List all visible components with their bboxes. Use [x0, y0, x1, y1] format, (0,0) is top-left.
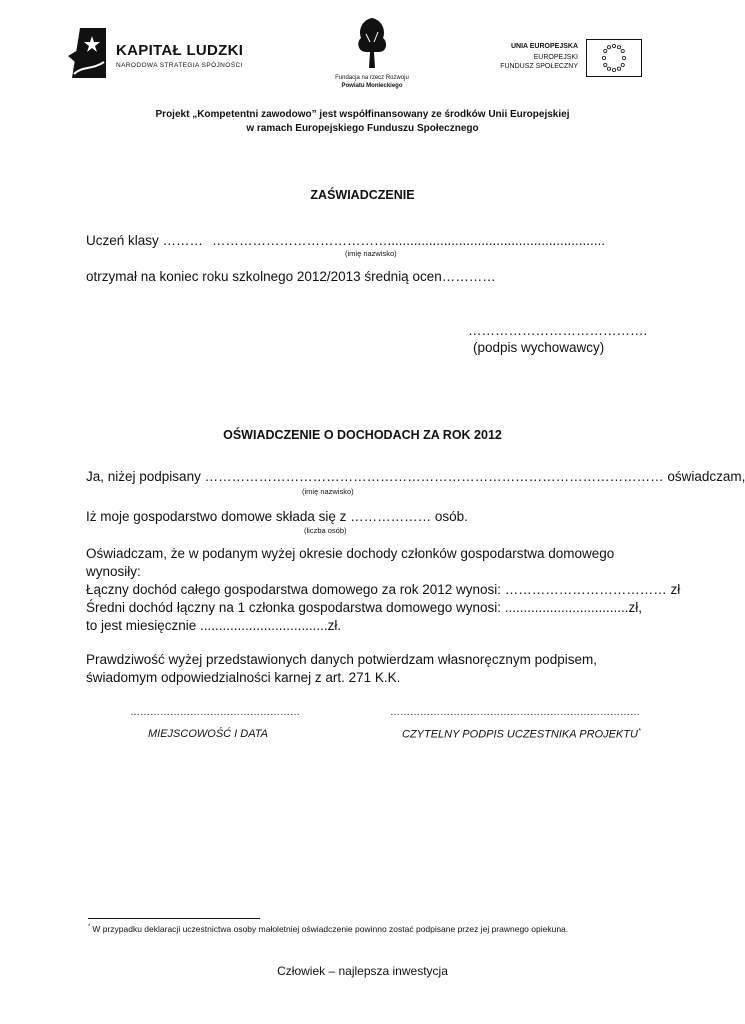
- footnote-divider: [88, 918, 260, 919]
- student-name-hint: (imię nazwisko): [345, 249, 397, 258]
- monthly-income-line: to jest miesięcznie ..................................zł.: [86, 618, 342, 633]
- participant-signature-field: …………………………………………………………………: [390, 707, 640, 718]
- average-grade-line: otrzymał na koniec roku szkolnego 2012/2013 średnią ocen…………: [86, 269, 496, 284]
- footer-motto: Człowiek – najlepsza inwestycja: [277, 964, 448, 978]
- fundacja-logo: [322, 14, 422, 94]
- kapital-ludzki-subtitle: NARODOWA STRATEGIA SPÓJNOŚCI: [116, 62, 243, 69]
- footnote-text: W przypadku deklaracji uczestnictwa osoby małoletniej oświadczenie powinno zostać podpisane przez jej prawnego opiekuna.: [92, 924, 569, 934]
- project-header-line2: w ramach Europejskiego Funduszu Społecznego: [246, 123, 479, 134]
- fundacja-line1: Fundacja na rzecz Rozwoju: [335, 75, 409, 81]
- footnote-mark: *: [88, 924, 91, 931]
- kapital-ludzki-title: KAPITAŁ LUDZKI: [116, 42, 244, 59]
- kapital-ludzki-logo: [66, 22, 256, 82]
- eu-logo: [490, 38, 650, 80]
- project-header-line1: Projekt „Kompetentni zawodowo” jest współfinansowany ze środków Unii Europejskiej: [155, 109, 570, 120]
- eu-line2: EUROPEJSKI: [533, 54, 578, 61]
- declarant-name-hint: (imię nazwisko): [302, 487, 354, 496]
- footnote: [88, 924, 568, 934]
- place-date-label: MIEJSCOWOŚĆ I DATA: [148, 728, 268, 740]
- average-income-line: Średni dochód łączny na 1 członka gospodarstwa domowego wynosi: .................................zł,: [86, 600, 643, 615]
- income-paragraph-line2: wynosiły:: [86, 564, 141, 579]
- eu-line3: FUNDUSZ SPOŁECZNY: [500, 63, 578, 70]
- certificate-title: ZAŚWIADCZENIE: [310, 188, 415, 202]
- fundacja-line2: Powiatu Monieckiego: [341, 83, 403, 89]
- truth-statement-line2: świadomym odpowiedzialności karnej z art. 271 K.K.: [86, 670, 401, 685]
- eu-line1: UNIA EUROPEJSKA: [510, 43, 578, 50]
- declarant-name-line: Ja, niżej podpisany ………………………………………………………………………………………… oświadczam,: [86, 469, 745, 484]
- teacher-signature-field: ………………………………….: [468, 323, 648, 338]
- household-size-hint: (liczba osób): [304, 526, 347, 535]
- truth-statement-line1: Prawdziwość wyżej przedstawionych danych potwierdzam własnoręcznym podpisem,: [86, 652, 597, 667]
- student-name-field: …………………………………..........................................................: [212, 233, 606, 248]
- income-paragraph-line1: Oświadczam, że w podanym wyżej okresie dochody członków gospodarstwa domowego: [86, 546, 615, 561]
- place-date-field: ……………………………………………: [130, 707, 300, 718]
- participant-signature-mark: *: [637, 728, 641, 735]
- participant-signature-text: CZYTELNY PODPIS UCZESTNIKA PROJEKTU: [402, 728, 638, 741]
- tree-icon: [352, 14, 392, 70]
- class-field-label: Uczeń klasy ………: [86, 233, 204, 248]
- eu-flag-icon: [586, 39, 642, 77]
- household-size-line: Iż moje gospodarstwo domowe składa się z ……………… osób.: [86, 509, 468, 524]
- participant-signature-label: [402, 728, 641, 741]
- declaration-title: OŚWIADCZENIE O DOCHODACH ZA ROK 2012: [223, 428, 502, 442]
- teacher-signature-label: (podpis wychowawcy): [473, 340, 605, 355]
- total-income-line: Łączny dochód całego gospodarstwa domowego za rok 2012 wynosi: ……………………………… zł: [86, 582, 681, 597]
- kapital-ludzki-emblem-icon: [66, 26, 110, 82]
